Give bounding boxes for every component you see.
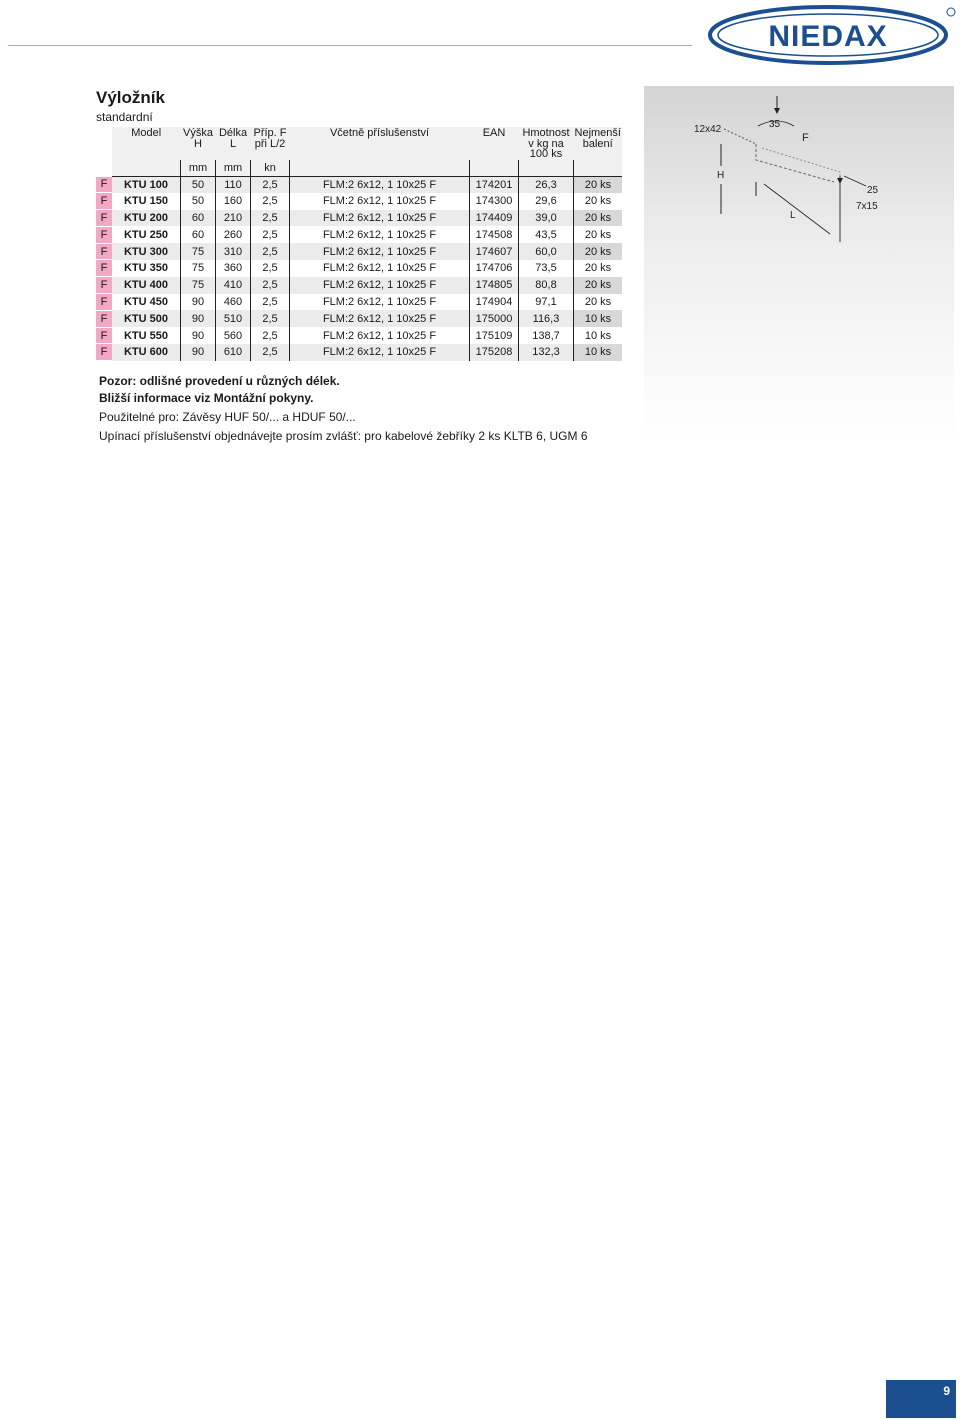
cell-model: KTU 200 [112, 210, 181, 227]
unit-load: kn [251, 160, 290, 177]
cell-ean: 174805 [470, 277, 519, 294]
cell-acc: FLM:2 6x12, 1 10x25 F [290, 226, 470, 243]
cell-ean: 175000 [470, 310, 519, 327]
note-usable: Použitelné pro: Závěsy HUF 50/... a HDUF 50/... [99, 410, 356, 424]
note-order: Upínací příslušenství objednávejte prosím zvlášť: pro kabelové žebříky 2 ks KLTB 6, UGM 6 [99, 429, 588, 443]
table-row [96, 294, 622, 311]
label-hole-top: 12x42 [694, 124, 722, 135]
cell-model: KTU 400 [112, 277, 181, 294]
cell-pack: 10 ks [574, 327, 623, 344]
table-row [96, 243, 622, 260]
cell-weight: 29,6 [519, 193, 574, 210]
cell-f: 2,5 [251, 260, 290, 277]
cell-l: 560 [216, 327, 251, 344]
cell-model: KTU 550 [112, 327, 181, 344]
cell-weight: 116,3 [519, 310, 574, 327]
cell-h: 50 [181, 176, 216, 193]
flag-cell: F [96, 210, 112, 227]
cell-f: 2,5 [251, 310, 290, 327]
cell-f: 2,5 [251, 226, 290, 243]
cell-h: 90 [181, 310, 216, 327]
table-row [96, 210, 622, 227]
flag-cell: F [96, 294, 112, 311]
col-header-ean: EAN [470, 127, 519, 160]
cell-f: 2,5 [251, 294, 290, 311]
product-table [96, 127, 622, 361]
cell-h: 90 [181, 294, 216, 311]
cell-l: 610 [216, 344, 251, 361]
cell-f: 2,5 [251, 193, 290, 210]
cell-ean: 174409 [470, 210, 519, 227]
col-header-weight: Hmotnost v kg na 100 ks [519, 127, 574, 160]
label-35: 35 [769, 119, 781, 130]
col-header-packaging: Nejmenší balení [574, 127, 623, 160]
cell-h: 75 [181, 260, 216, 277]
cell-h: 60 [181, 226, 216, 243]
table-row [96, 226, 622, 243]
note-warning: Pozor: odlišné provedení u různých délek. [99, 374, 340, 388]
label-25: 25 [867, 185, 879, 196]
cell-l: 310 [216, 243, 251, 260]
cell-acc: FLM:2 6x12, 1 10x25 F [290, 193, 470, 210]
table-header-row [96, 127, 622, 160]
cell-pack: 20 ks [574, 210, 623, 227]
table-row [96, 344, 622, 361]
table-row [96, 327, 622, 344]
cell-weight: 73,5 [519, 260, 574, 277]
note-info: Bližší informace viz Montážní pokyny. [99, 391, 314, 405]
cell-acc: FLM:2 6x12, 1 10x25 F [290, 294, 470, 311]
niedax-logo [706, 4, 958, 66]
cell-weight: 138,7 [519, 327, 574, 344]
cell-pack: 20 ks [574, 193, 623, 210]
flag-cell: F [96, 193, 112, 210]
cell-acc: FLM:2 6x12, 1 10x25 F [290, 327, 470, 344]
cell-model: KTU 450 [112, 294, 181, 311]
cell-acc: FLM:2 6x12, 1 10x25 F [290, 310, 470, 327]
cell-acc: FLM:2 6x12, 1 10x25 F [290, 344, 470, 361]
cell-acc: FLM:2 6x12, 1 10x25 F [290, 210, 470, 227]
flag-cell: F [96, 344, 112, 361]
cell-weight: 80,8 [519, 277, 574, 294]
cell-weight: 97,1 [519, 294, 574, 311]
cell-l: 460 [216, 294, 251, 311]
cell-ean: 175109 [470, 327, 519, 344]
table-units-row [96, 160, 622, 177]
cell-pack: 20 ks [574, 260, 623, 277]
cell-ean: 174904 [470, 294, 519, 311]
cell-h: 90 [181, 327, 216, 344]
flag-cell: F [96, 277, 112, 294]
cell-l: 510 [216, 310, 251, 327]
label-l: L [790, 210, 796, 221]
label-h: H [717, 170, 725, 181]
bracket-drawing [644, 86, 954, 444]
header-rule [8, 45, 692, 46]
cell-ean: 174706 [470, 260, 519, 277]
flag-cell: F [96, 226, 112, 243]
cell-h: 75 [181, 243, 216, 260]
col-header-load: Příp. F při L/2 [251, 127, 290, 160]
flag-cell: F [96, 327, 112, 344]
cell-ean: 175208 [470, 344, 519, 361]
cell-model: KTU 100 [112, 176, 181, 193]
cell-pack: 20 ks [574, 176, 623, 193]
page-title: Výložník [96, 88, 165, 107]
cell-ean: 174300 [470, 193, 519, 210]
flag-cell: F [96, 176, 112, 193]
cell-model: KTU 250 [112, 226, 181, 243]
page-number: 9 [943, 1384, 950, 1398]
notes [99, 373, 588, 445]
cell-weight: 39,0 [519, 210, 574, 227]
cell-f: 2,5 [251, 210, 290, 227]
table-row [96, 176, 622, 193]
cell-weight: 60,0 [519, 243, 574, 260]
cell-l: 210 [216, 210, 251, 227]
cell-model: KTU 150 [112, 193, 181, 210]
cell-weight: 43,5 [519, 226, 574, 243]
cell-f: 2,5 [251, 344, 290, 361]
cell-h: 50 [181, 193, 216, 210]
cell-h: 90 [181, 344, 216, 361]
col-header-height: Výška H [181, 127, 216, 160]
cell-h: 60 [181, 210, 216, 227]
cell-model: KTU 500 [112, 310, 181, 327]
cell-pack: 20 ks [574, 277, 623, 294]
col-header-model: Model [112, 127, 181, 160]
cell-f: 2,5 [251, 327, 290, 344]
cell-weight: 26,3 [519, 176, 574, 193]
flag-cell: F [96, 310, 112, 327]
cell-pack: 10 ks [574, 344, 623, 361]
cell-l: 410 [216, 277, 251, 294]
cell-acc: FLM:2 6x12, 1 10x25 F [290, 260, 470, 277]
col-header-length: Délka L [216, 127, 251, 160]
cell-acc: FLM:2 6x12, 1 10x25 F [290, 176, 470, 193]
cell-pack: 10 ks [574, 310, 623, 327]
unit-length: mm [216, 160, 251, 177]
cell-f: 2,5 [251, 176, 290, 193]
logo-text: NIEDAX [768, 20, 888, 53]
table-row [96, 193, 622, 210]
table-row [96, 310, 622, 327]
cell-f: 2,5 [251, 243, 290, 260]
cell-acc: FLM:2 6x12, 1 10x25 F [290, 277, 470, 294]
cell-ean: 174508 [470, 226, 519, 243]
label-hole-end: 7x15 [856, 201, 878, 212]
page-subtitle: standardní [96, 110, 153, 124]
label-f: F [802, 132, 809, 144]
cell-model: KTU 600 [112, 344, 181, 361]
flag-cell: F [96, 260, 112, 277]
cell-h: 75 [181, 277, 216, 294]
unit-height: mm [181, 160, 216, 177]
cell-f: 2,5 [251, 277, 290, 294]
cell-pack: 20 ks [574, 226, 623, 243]
cell-acc: FLM:2 6x12, 1 10x25 F [290, 243, 470, 260]
cell-l: 110 [216, 176, 251, 193]
cell-l: 160 [216, 193, 251, 210]
cell-pack: 20 ks [574, 294, 623, 311]
cell-pack: 20 ks [574, 243, 623, 260]
cell-model: KTU 300 [112, 243, 181, 260]
cell-l: 260 [216, 226, 251, 243]
cell-ean: 174607 [470, 243, 519, 260]
flag-cell: F [96, 243, 112, 260]
cell-model: KTU 350 [112, 260, 181, 277]
cell-weight: 132,3 [519, 344, 574, 361]
cell-l: 360 [216, 260, 251, 277]
cell-ean: 174201 [470, 176, 519, 193]
col-header-accessories: Včetně příslušenství [290, 127, 470, 160]
table-row [96, 277, 622, 294]
page-number-badge [886, 1380, 956, 1418]
table-row [96, 260, 622, 277]
